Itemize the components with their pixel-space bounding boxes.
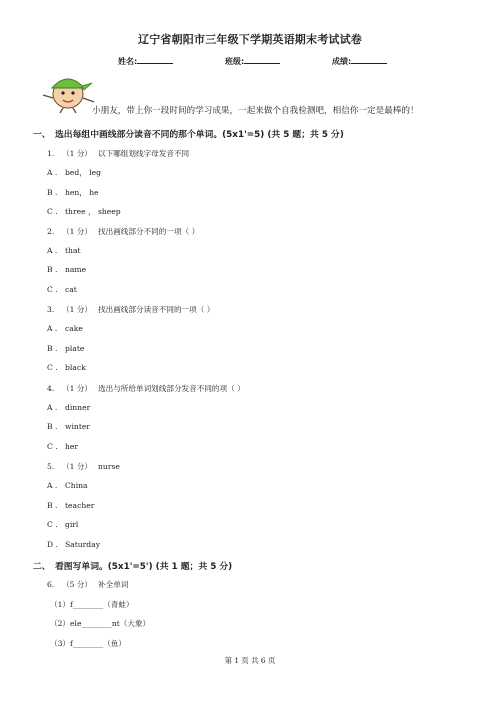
score-field — [332, 55, 387, 67]
question-2: 2. （1 分） 找出画线部分不同的一项（ ） — [47, 227, 200, 236]
page-footer: 第 1 页 共 6 页 — [224, 656, 276, 665]
score-label: 成绩: — [332, 57, 352, 66]
fill-item: （3）f________（鱼） — [50, 639, 126, 648]
question-1: 1. （1 分） 以下哪组划线字母发音不同 — [47, 149, 190, 158]
name-blank — [137, 55, 173, 64]
section-2-heading: 二、 看图写单词。(5x1'=5') (共 1 题；共 5 分) — [33, 562, 233, 572]
option: B . teacher — [47, 501, 95, 510]
encouragement-text: 小朋友，带上你一段时间的学习成果，一起来做个自我检测吧，相信你一定是最棒的！ — [92, 106, 419, 116]
class-field — [225, 55, 280, 67]
mascot-illustration — [38, 68, 98, 114]
class-blank — [244, 55, 280, 64]
name-field — [118, 55, 173, 67]
option: B . name — [47, 265, 87, 274]
option: C . black — [47, 363, 86, 372]
option: B . hen， he — [47, 188, 99, 197]
option: D . Saturday — [47, 540, 100, 549]
question-3: 3. （1 分） 找出画线部分读音不同的一项（ ） — [47, 305, 215, 314]
class-label: 班级: — [225, 57, 245, 66]
option: C . girl — [47, 520, 79, 529]
option: C . three ， sheep — [47, 207, 121, 216]
fill-item: （1）f________（青蛙） — [50, 600, 134, 609]
name-label: 姓名: — [118, 57, 138, 66]
option: B . winter — [47, 422, 90, 431]
option: C . her — [47, 442, 79, 451]
question-5: 5. （1 分） nurse — [47, 462, 120, 471]
section-1-heading: 一、 选出每组中画线部分读音不同的那个单词。(5x1'=5) (共 5 题；共 5 分) — [33, 130, 344, 140]
option: A . that — [47, 246, 81, 255]
question-6: 6. （5 分） 补全单词 — [47, 580, 129, 589]
score-blank — [351, 55, 387, 64]
option: A . bed， leg — [47, 168, 102, 177]
option: A . cake — [47, 324, 83, 333]
option: B . plate — [47, 344, 85, 353]
option: C . cat — [47, 285, 77, 294]
question-4: 4. （1 分） 选出与所给单词划线部分发音不同的项（ ） — [47, 384, 245, 393]
option: A . China — [47, 481, 88, 490]
option: A . dinner — [47, 403, 91, 412]
page-title: 辽宁省朝阳市三年级下学期英语期末考试试卷 — [138, 33, 362, 46]
fill-item: （2）ele________nt（大象） — [50, 619, 151, 628]
